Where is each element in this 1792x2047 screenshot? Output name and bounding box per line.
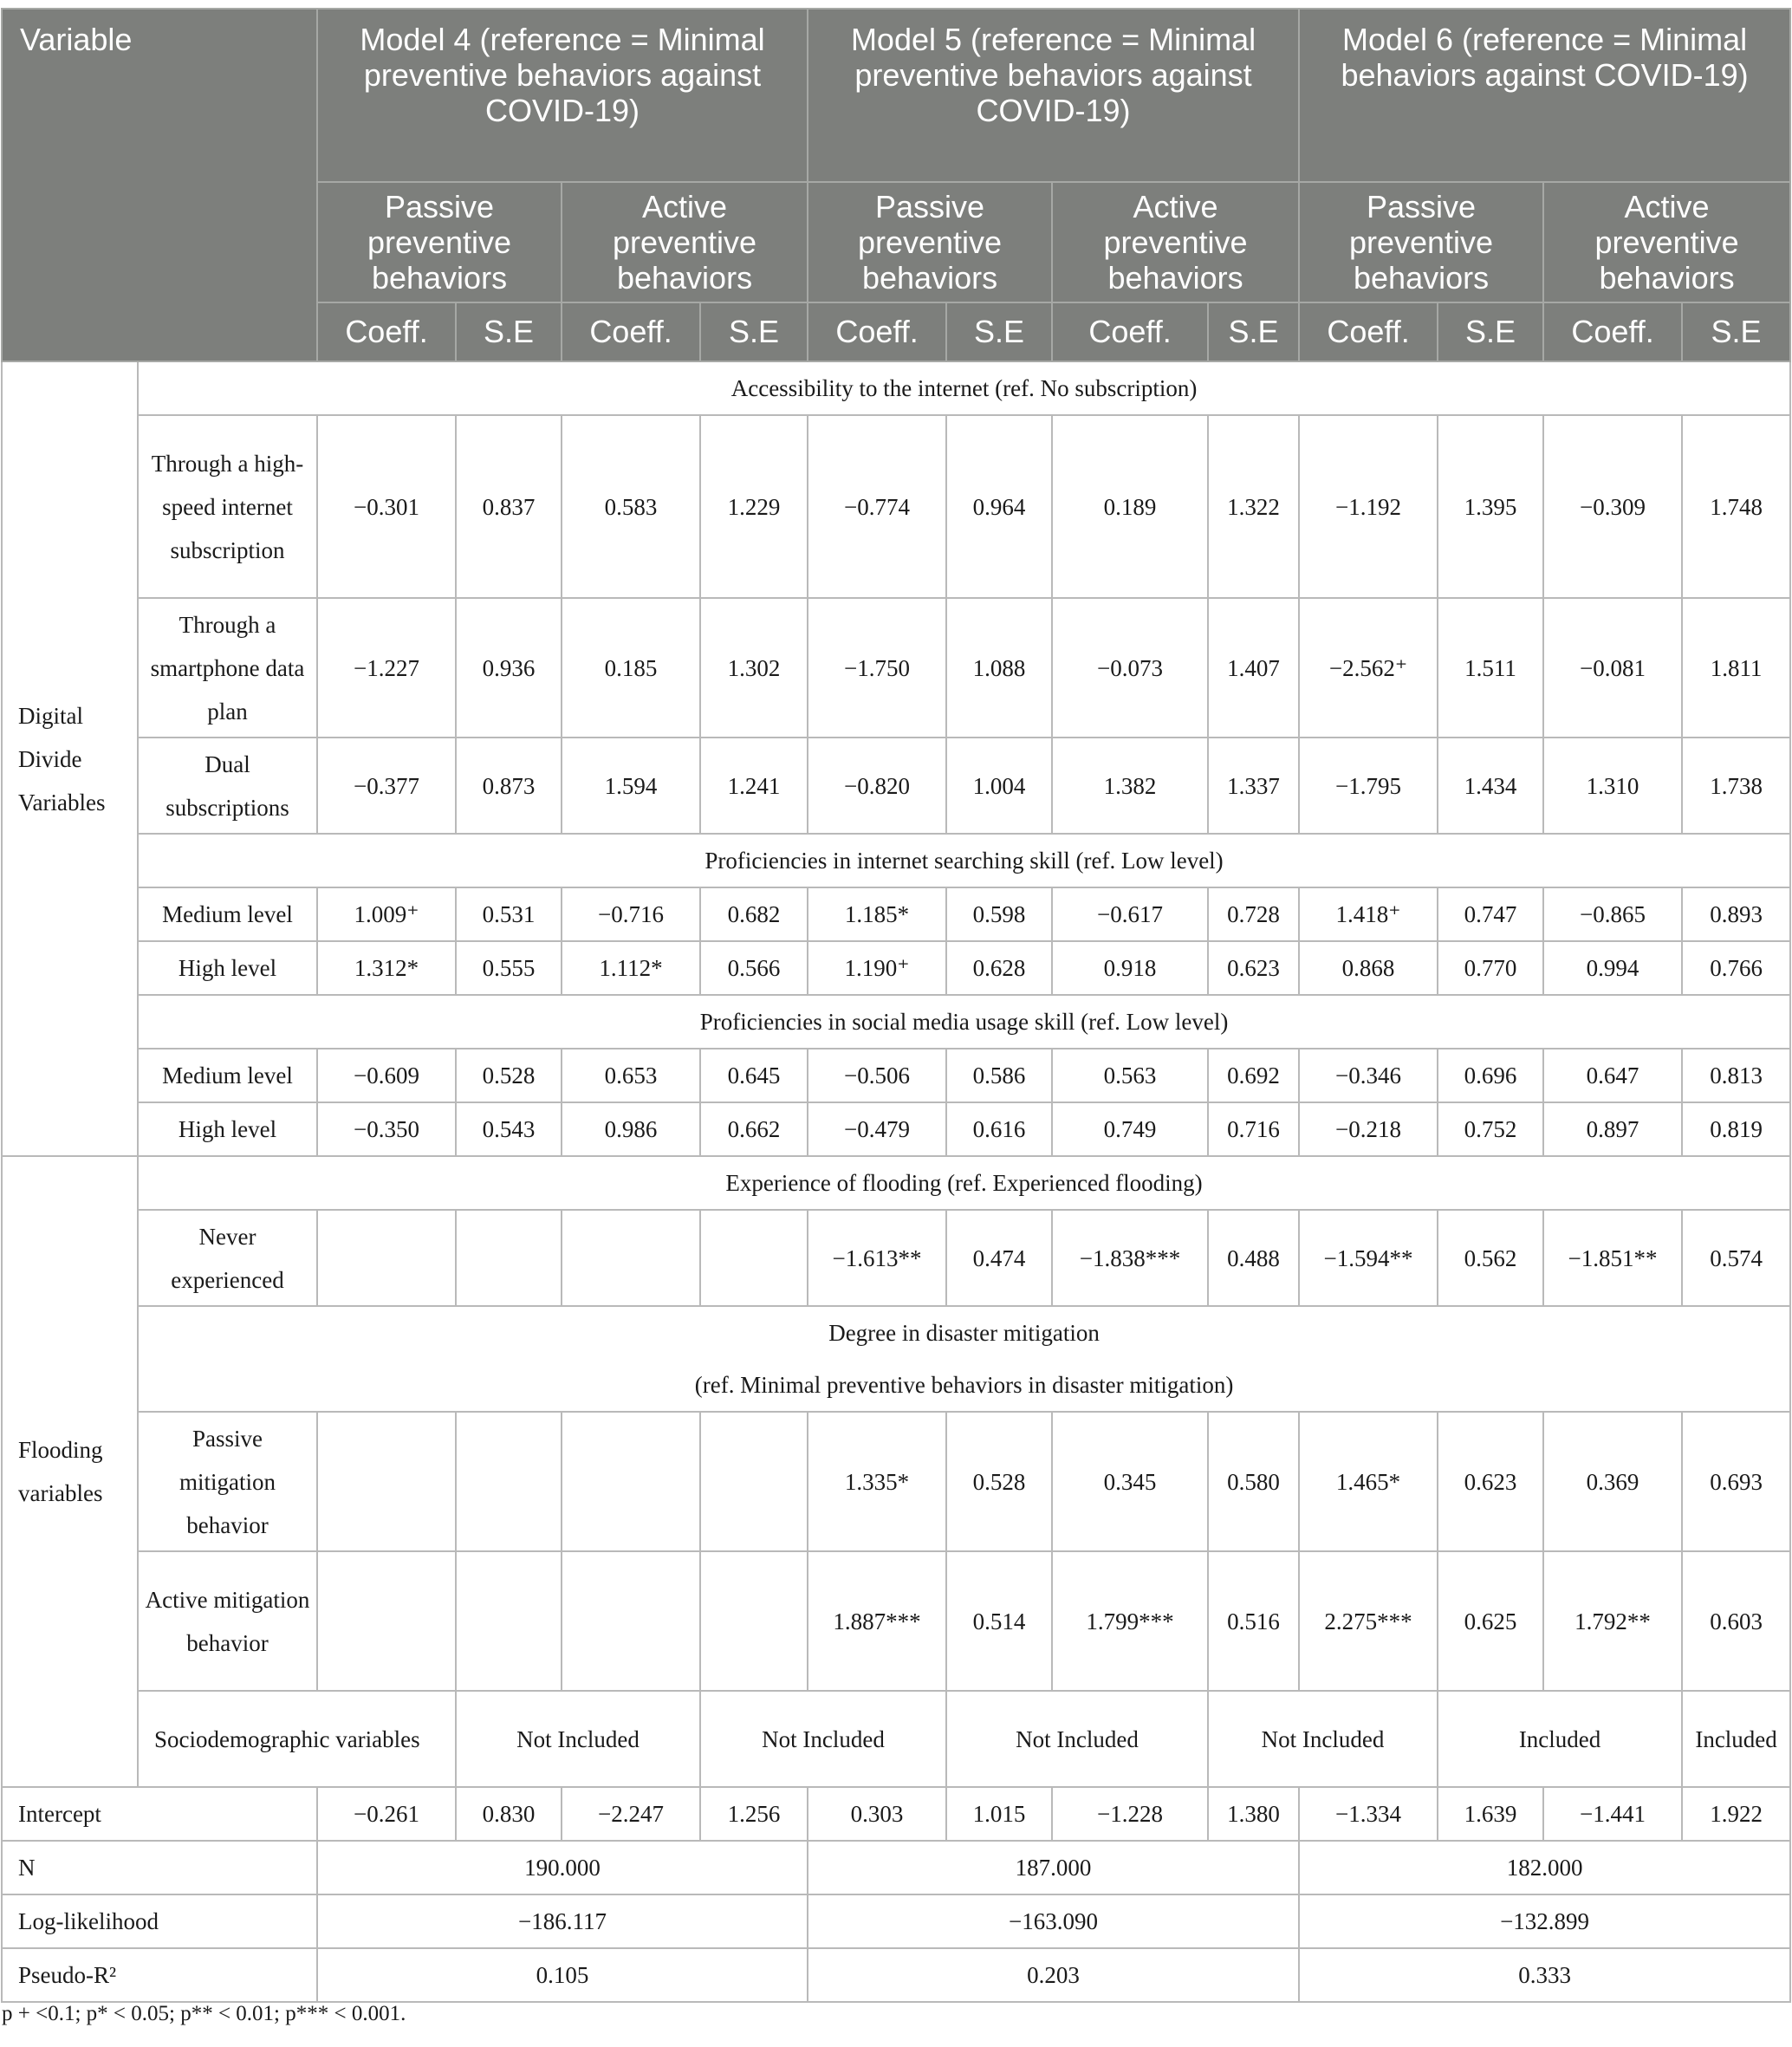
coeff-header: Coeff. [808,302,946,361]
coeff-cell: 1.310 [1543,738,1682,834]
se-cell: 1.738 [1682,738,1790,834]
table-row [2,738,1790,834]
se-cell: 0.623 [1208,941,1299,995]
table-row [2,1894,1790,1948]
se-cell: 0.766 [1682,941,1790,995]
coeff-cell: −1.838*** [1052,1210,1208,1306]
regression-table [1,8,1791,2003]
row-label: High level [138,941,317,995]
se-cell: 1.256 [700,1787,808,1841]
coeff-cell: 2.275*** [1299,1551,1438,1691]
se-cell: 1.748 [1682,415,1790,598]
se-cell: 0.964 [946,415,1052,598]
significance-note: p + <0.1; p* < 0.05; p** < 0.01; p*** < 0.001. [2,2002,406,2025]
coeff-cell: 1.887*** [808,1551,946,1691]
coeff-cell: −0.073 [1052,598,1208,738]
coeff-cell: 0.918 [1052,941,1208,995]
section-header-line: (ref. Minimal preventive behaviors in disaster mitigation) [694,1372,1234,1398]
se-cell: 0.488 [1208,1210,1299,1306]
se-cell: 0.531 [456,887,562,941]
se-cell: 0.516 [1208,1551,1299,1691]
table-row [2,1412,1790,1551]
se-cell [456,1412,562,1551]
row-label: Through a smartphone data plan [138,598,317,738]
coeff-cell: −1.750 [808,598,946,738]
coeff-header: Coeff. [1543,302,1682,361]
se-cell [700,1412,808,1551]
se-cell: 0.543 [456,1102,562,1156]
section-header: Proficiencies in internet searching skill (ref. Low level) [138,834,1790,887]
coeff-cell [562,1210,700,1306]
coeff-cell: 0.185 [562,598,700,738]
se-cell: 0.837 [456,415,562,598]
coeff-cell: 1.185* [808,887,946,941]
se-cell: 0.692 [1208,1049,1299,1102]
se-cell: 0.873 [456,738,562,834]
se-cell: 0.625 [1438,1551,1543,1691]
row-label: High level [138,1102,317,1156]
se-cell: 0.623 [1438,1412,1543,1551]
se-cell: 0.528 [946,1412,1052,1551]
table-row [2,598,1790,738]
coeff-header: Coeff. [1299,302,1438,361]
coeff-cell: 1.465* [1299,1412,1438,1551]
passive-header: Passive preventive behaviors [317,182,562,302]
row-label: Medium level [138,887,317,941]
se-header: S.E [1438,302,1543,361]
se-cell: 0.580 [1208,1412,1299,1551]
se-cell: 1.241 [700,738,808,834]
se-cell: 0.628 [946,941,1052,995]
coeff-header: Coeff. [1052,302,1208,361]
se-cell: 1.407 [1208,598,1299,738]
se-cell: 0.616 [946,1102,1052,1156]
table-cell: −132.899 [1299,1894,1790,1948]
table-cell: 190.000 [317,1841,808,1894]
coeff-cell: −0.346 [1299,1049,1438,1102]
coeff-cell: −1.441 [1543,1787,1682,1841]
table-row [2,1841,1790,1894]
variable-header: Variable [2,9,317,361]
coeff-cell: −0.479 [808,1102,946,1156]
se-cell: 0.603 [1682,1551,1790,1691]
se-cell: 0.514 [946,1551,1052,1691]
coeff-cell: 0.647 [1543,1049,1682,1102]
coeff-cell: −0.774 [808,415,946,598]
table-cell: Not Included [946,1691,1208,1787]
table-cell: 187.000 [808,1841,1299,1894]
se-cell: 0.936 [456,598,562,738]
coeff-cell: −1.594** [1299,1210,1438,1306]
coeff-cell: −0.716 [562,887,700,941]
se-cell: 0.598 [946,887,1052,941]
se-header: S.E [1208,302,1299,361]
coeff-cell [317,1412,456,1551]
coeff-cell: −0.377 [317,738,456,834]
coeff-cell: 0.749 [1052,1102,1208,1156]
table-cell: 0.333 [1299,1948,1790,2002]
section-header: Experience of flooding (ref. Experienced flooding) [138,1156,1790,1210]
table-row [2,941,1790,995]
se-cell: 1.015 [946,1787,1052,1841]
coeff-cell: 0.583 [562,415,700,598]
coeff-cell: −1.613** [808,1210,946,1306]
se-cell: 1.088 [946,598,1052,738]
row-label: Pseudo-R² [2,1948,317,2002]
row-label: Through a high-speed internet subscription [138,415,317,598]
table-row [2,415,1790,598]
section-header [138,1306,1790,1412]
coeff-cell: 1.382 [1052,738,1208,834]
coeff-cell: 1.112* [562,941,700,995]
active-header: Active preventive behaviors [1052,182,1299,302]
coeff-cell: −1.334 [1299,1787,1438,1841]
coeff-cell: 0.563 [1052,1049,1208,1102]
table-cell: Included [1682,1691,1790,1787]
table-cell: −186.117 [317,1894,808,1948]
se-cell: 1.395 [1438,415,1543,598]
se-cell: 1.511 [1438,598,1543,738]
row-label: Medium level [138,1049,317,1102]
coeff-cell: 1.312* [317,941,456,995]
coeff-cell: 1.594 [562,738,700,834]
coeff-cell [562,1551,700,1691]
se-cell: 0.645 [700,1049,808,1102]
active-header: Active preventive behaviors [1543,182,1790,302]
se-cell: 0.528 [456,1049,562,1102]
se-cell: 0.728 [1208,887,1299,941]
coeff-cell: −1.192 [1299,415,1438,598]
coeff-header: Coeff. [562,302,700,361]
coeff-cell: 0.653 [562,1049,700,1102]
se-cell: 0.813 [1682,1049,1790,1102]
row-label: N [2,1841,317,1894]
coeff-cell: −0.350 [317,1102,456,1156]
se-header: S.E [700,302,808,361]
row-label: Dual subscriptions [138,738,317,834]
coeff-cell: 1.792** [1543,1551,1682,1691]
se-cell: 0.830 [456,1787,562,1841]
coeff-cell: 1.009⁺ [317,887,456,941]
se-header: S.E [1682,302,1790,361]
se-cell [700,1551,808,1691]
table-cell: Not Included [456,1691,700,1787]
se-header: S.E [946,302,1052,361]
se-cell: 1.639 [1438,1787,1543,1841]
coeff-cell: −1.795 [1299,738,1438,834]
coeff-cell: −0.301 [317,415,456,598]
row-label: Sociodemographic variables [138,1691,456,1787]
coeff-cell [562,1412,700,1551]
coeff-cell: 0.303 [808,1787,946,1841]
se-cell: 0.716 [1208,1102,1299,1156]
se-cell [456,1551,562,1691]
regression-table-container [1,8,1789,2003]
se-cell: 1.229 [700,415,808,598]
model-6-header: Model 6 (reference = Minimal behaviors against COVID-19) [1299,9,1790,182]
se-cell: 1.922 [1682,1787,1790,1841]
table-row [2,887,1790,941]
coeff-cell: −0.506 [808,1049,946,1102]
se-cell: 0.747 [1438,887,1543,941]
table-body [2,361,1790,2002]
coeff-cell: −1.228 [1052,1787,1208,1841]
coeff-cell: 0.369 [1543,1412,1682,1551]
row-label: Passive mitigation behavior [138,1412,317,1551]
se-cell: 0.693 [1682,1412,1790,1551]
table-row [2,1049,1790,1102]
coeff-cell: −0.081 [1543,598,1682,738]
table-row [2,1551,1790,1691]
section-header-line: Degree in disaster mitigation [828,1320,1100,1346]
se-cell: 0.662 [700,1102,808,1156]
table-header [2,9,1790,361]
se-cell: 0.819 [1682,1102,1790,1156]
group-label-digital: Digital Divide Variables [2,361,138,1156]
group-label-flooding: Flooding variables [2,1156,138,1787]
coeff-cell: −0.218 [1299,1102,1438,1156]
table-cell: −163.090 [808,1894,1299,1948]
coeff-cell: 0.897 [1543,1102,1682,1156]
se-cell: 0.574 [1682,1210,1790,1306]
table-cell: Not Included [1208,1691,1438,1787]
coeff-cell: −0.617 [1052,887,1208,941]
coeff-cell: −1.851** [1543,1210,1682,1306]
se-cell: 0.562 [1438,1210,1543,1306]
coeff-cell: 1.799*** [1052,1551,1208,1691]
row-label: Intercept [2,1787,317,1841]
model-5-header: Model 5 (reference = Minimal preventive behaviors against COVID-19) [808,9,1299,182]
coeff-cell: −1.227 [317,598,456,738]
coeff-cell: 0.189 [1052,415,1208,598]
table-row [2,1787,1790,1841]
se-cell: 0.474 [946,1210,1052,1306]
coeff-cell: −0.609 [317,1049,456,1102]
table-row [2,1210,1790,1306]
se-cell: 1.434 [1438,738,1543,834]
coeff-cell: −2.247 [562,1787,700,1841]
coeff-cell [317,1551,456,1691]
se-cell [700,1210,808,1306]
se-header: S.E [456,302,562,361]
coeff-cell: 0.994 [1543,941,1682,995]
se-cell: 1.337 [1208,738,1299,834]
se-cell: 0.696 [1438,1049,1543,1102]
section-header: Proficiencies in social media usage skill (ref. Low level) [138,995,1790,1049]
se-cell: 0.682 [700,887,808,941]
se-cell: 1.322 [1208,415,1299,598]
se-cell: 0.893 [1682,887,1790,941]
coeff-cell: 1.418⁺ [1299,887,1438,941]
se-cell: 0.752 [1438,1102,1543,1156]
coeff-cell: −0.261 [317,1787,456,1841]
active-header: Active preventive behaviors [562,182,808,302]
coeff-cell: 1.335* [808,1412,946,1551]
table-row [2,1948,1790,2002]
se-cell: 0.770 [1438,941,1543,995]
coeff-cell: −0.820 [808,738,946,834]
model-4-header: Model 4 (reference = Minimal preventive behaviors against COVID-19) [317,9,808,182]
coeff-cell: −0.309 [1543,415,1682,598]
passive-header: Passive preventive behaviors [808,182,1052,302]
se-cell: 1.380 [1208,1787,1299,1841]
table-row [2,1102,1790,1156]
table-cell: Not Included [700,1691,946,1787]
se-cell: 0.555 [456,941,562,995]
se-cell: 0.586 [946,1049,1052,1102]
table-cell: Included [1438,1691,1682,1787]
coeff-cell: −0.865 [1543,887,1682,941]
coeff-cell: −2.562⁺ [1299,598,1438,738]
row-label: Log-likelihood [2,1894,317,1948]
se-cell: 0.566 [700,941,808,995]
table-row [2,1691,1790,1787]
table-cell: 0.105 [317,1948,808,2002]
coeff-cell: 0.986 [562,1102,700,1156]
row-label: Never experienced [138,1210,317,1306]
section-header: Accessibility to the internet (ref. No subscription) [138,361,1790,415]
coeff-cell [317,1210,456,1306]
se-cell [456,1210,562,1306]
se-cell: 1.302 [700,598,808,738]
coeff-cell: 1.190⁺ [808,941,946,995]
coeff-header: Coeff. [317,302,456,361]
se-cell: 1.811 [1682,598,1790,738]
table-cell: 0.203 [808,1948,1299,2002]
passive-header: Passive preventive behaviors [1299,182,1543,302]
coeff-cell: 0.868 [1299,941,1438,995]
table-cell: 182.000 [1299,1841,1790,1894]
coeff-cell: 0.345 [1052,1412,1208,1551]
se-cell: 1.004 [946,738,1052,834]
row-label: Active mitigation behavior [138,1551,317,1691]
